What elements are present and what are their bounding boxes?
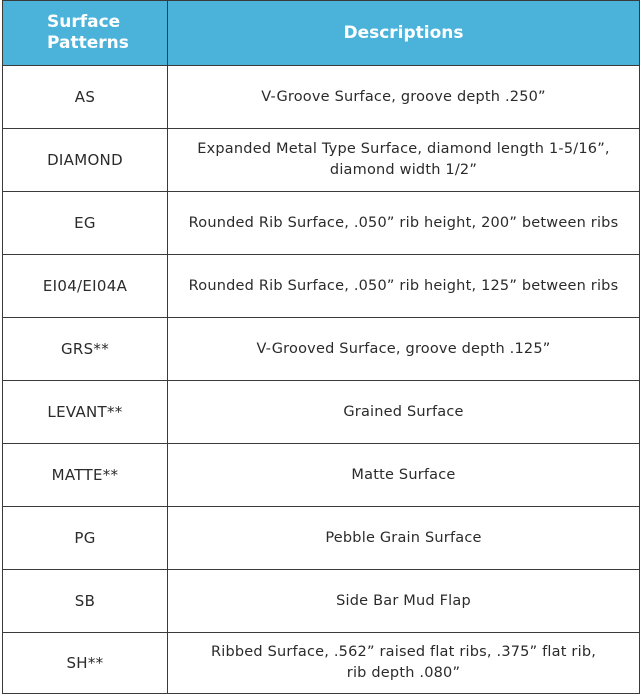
table-row [3,66,640,129]
table-row [3,444,640,507]
table-row [3,255,640,318]
table-row [3,318,640,381]
pattern-cell: EG [3,192,168,255]
header-col1-line2: Patterns [47,33,129,53]
description-line: diamond width 1/2” [329,162,478,178]
description-line: Ribbed Surface, .562” raised flat ribs, .375” flat rib, [210,644,597,660]
description-cell: Matte Surface [168,444,640,507]
description-cell: Pebble Grain Surface [168,507,640,570]
pattern-cell: EI04/EI04A [3,255,168,318]
table-row [3,507,640,570]
description-cell: Rounded Rib Surface, .050” rib height, 200” between ribs [168,192,640,255]
header-col1-line1: Surface [47,12,121,32]
table-row [3,129,640,192]
header-descriptions: Descriptions [168,1,640,66]
table-row [3,381,640,444]
pattern-cell: MATTE** [3,444,168,507]
description-cell: Grained Surface [168,381,640,444]
pattern-cell: GRS** [3,318,168,381]
description-cell: V-Grooved Surface, groove depth .125” [168,318,640,381]
description-cell: Side Bar Mud Flap [168,570,640,633]
description-cell: V-Groove Surface, groove depth .250” [168,66,640,129]
description-line: rib depth .080” [346,665,461,681]
description-line: Expanded Metal Type Surface, diamond length 1-5/16”, [197,141,610,157]
description-cell [168,129,640,192]
pattern-cell: SB [3,570,168,633]
table-row [3,192,640,255]
pattern-cell: LEVANT** [3,381,168,444]
table-row [3,633,640,694]
table-row [3,570,640,633]
description-cell [168,633,640,694]
surface-patterns-table [2,0,640,694]
description-cell: Rounded Rib Surface, .050” rib height, 125” between ribs [168,255,640,318]
pattern-cell: DIAMOND [3,129,168,192]
pattern-cell: AS [3,66,168,129]
pattern-cell: SH** [3,633,168,694]
header-surface-patterns [3,1,168,66]
pattern-cell: PG [3,507,168,570]
table-header-row [3,1,640,66]
